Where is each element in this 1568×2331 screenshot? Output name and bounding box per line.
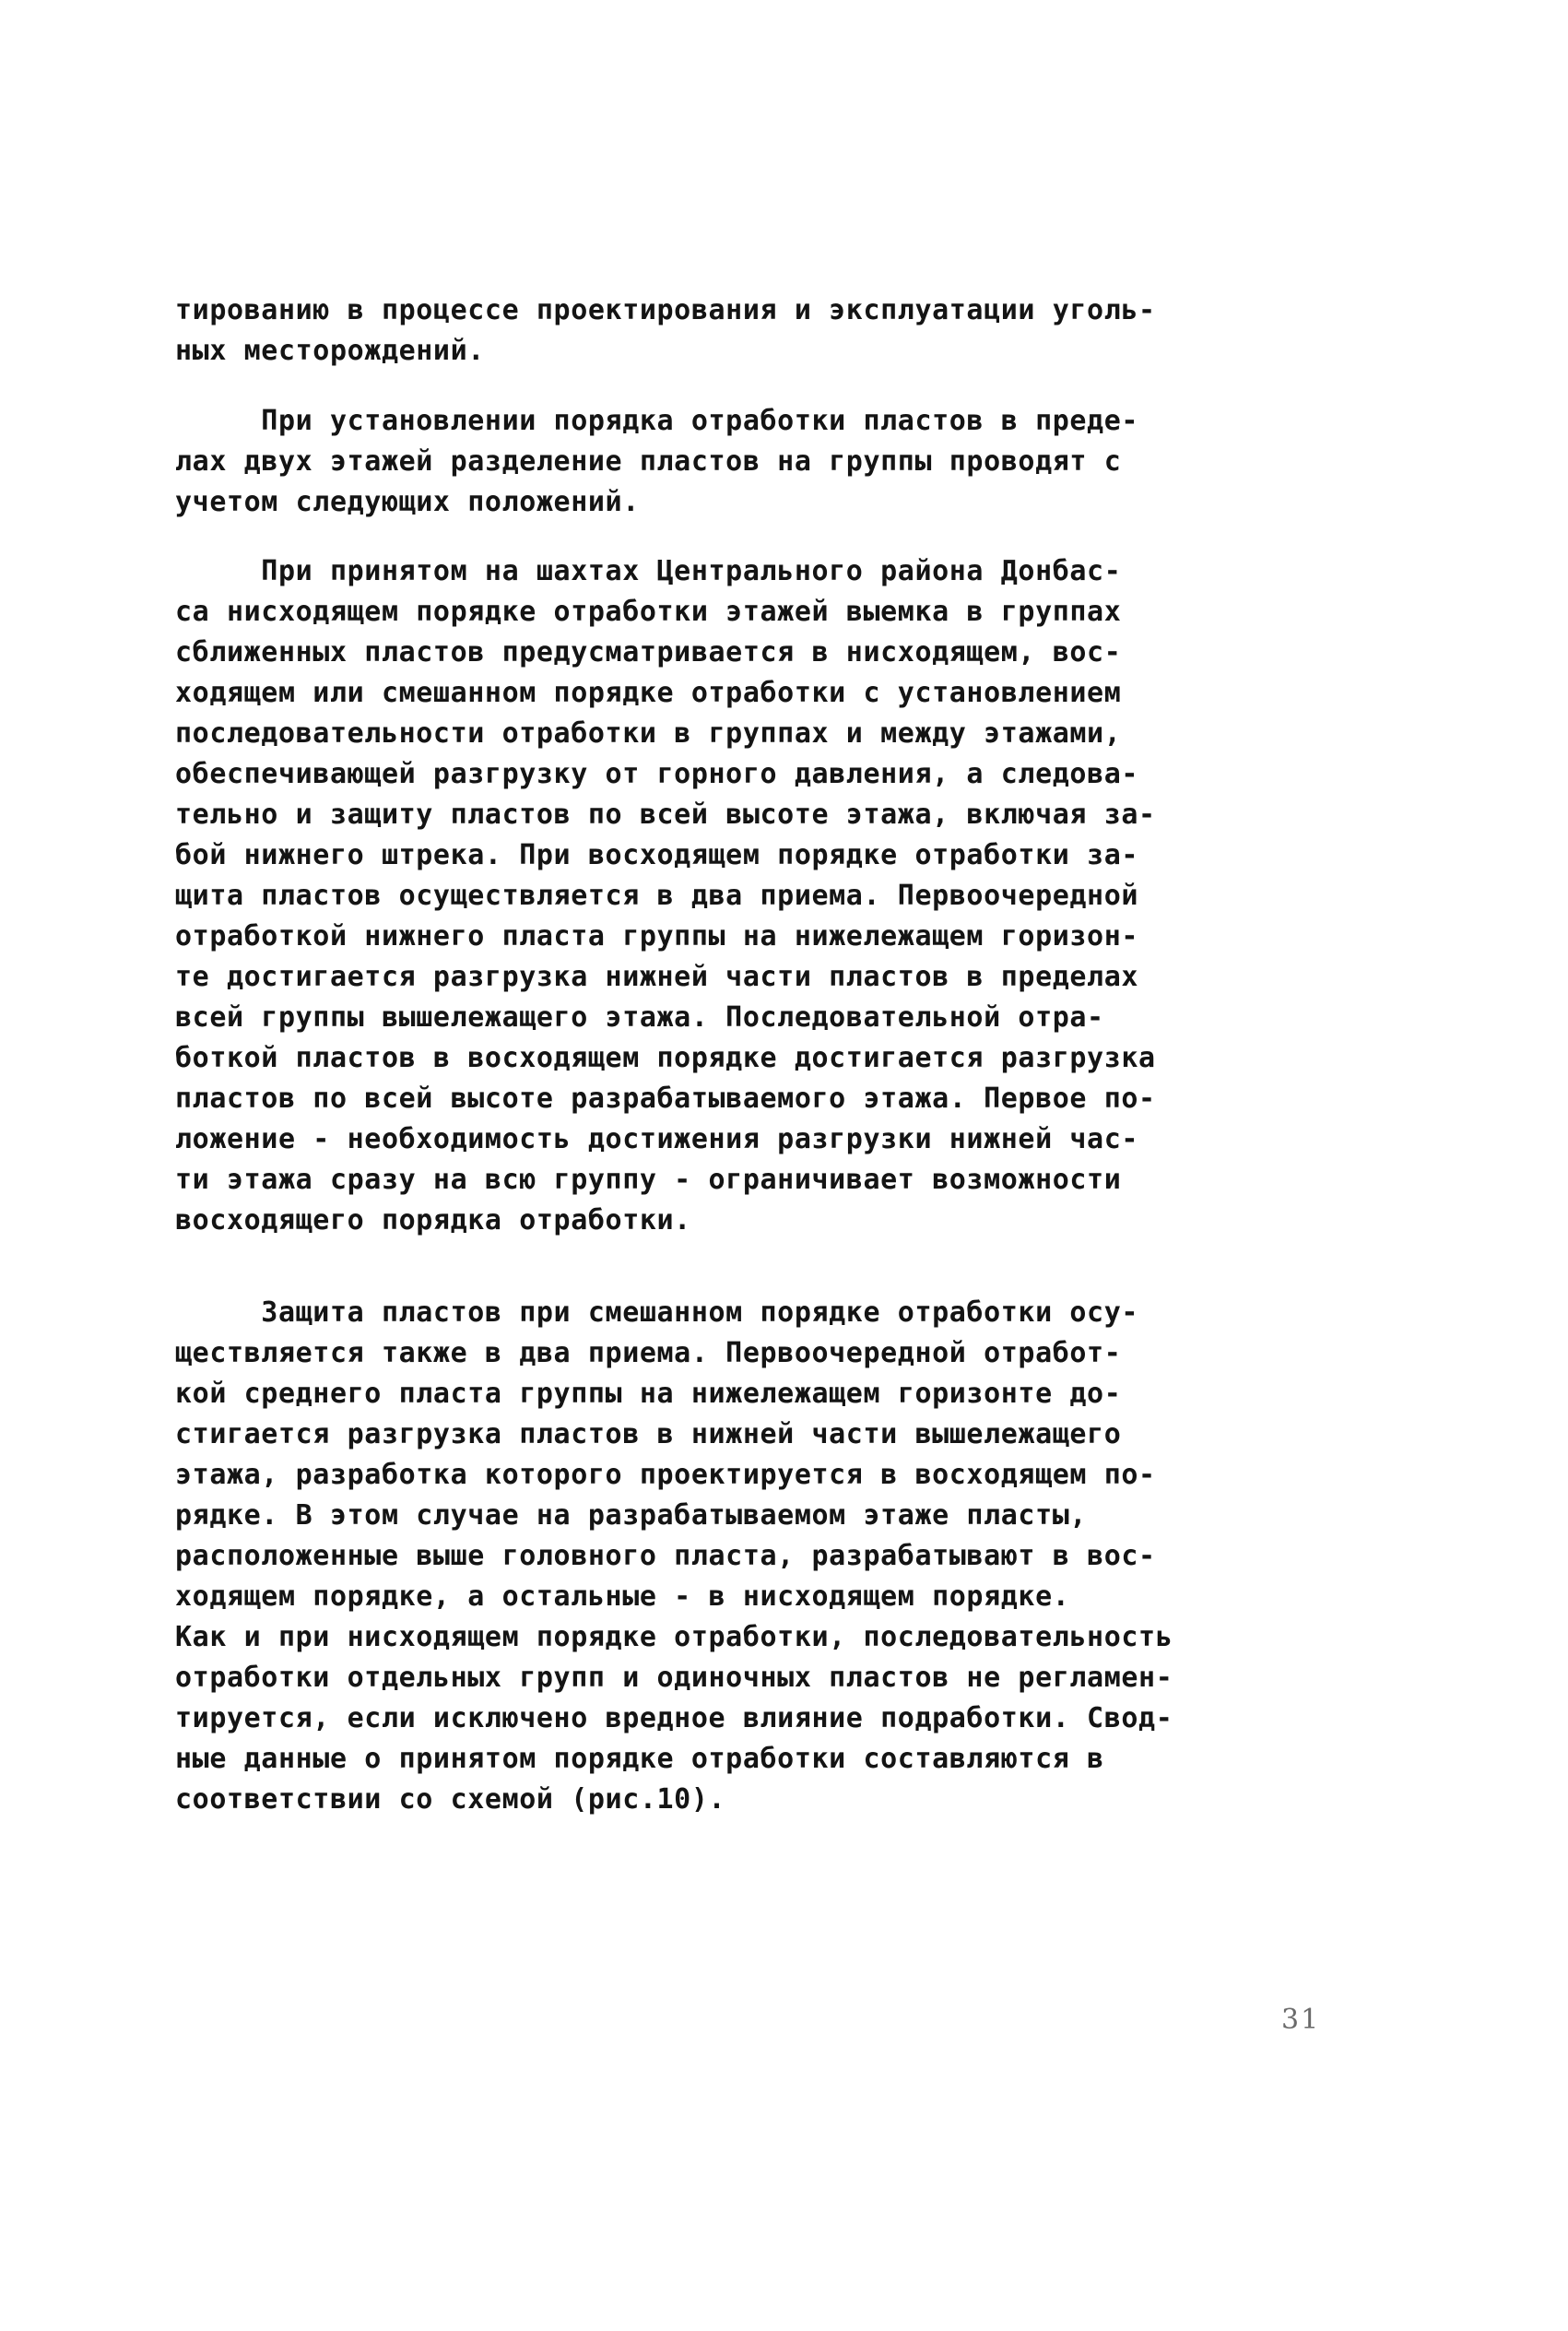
text-line: При установлении порядка отработки пластов в преде- bbox=[175, 405, 1139, 437]
text-line: учетом следующих положений. bbox=[175, 486, 640, 518]
text-line: ходящем или смешанном порядке отработки с установлением bbox=[175, 677, 1122, 709]
text-line: ных месторождений. bbox=[175, 335, 485, 367]
text-line: отработки отдельных групп и одиночных пластов не регламен- bbox=[175, 1662, 1173, 1694]
paragraph-seam-grouping bbox=[175, 401, 1447, 523]
text-line: сближенных пластов предусматривается в нисходящем, вос- bbox=[175, 636, 1122, 669]
text-line: обеспечивающей разгрузку от горного давления, а следова- bbox=[175, 758, 1139, 790]
text-line: Как и при нисходящем порядке отработки, последовательность bbox=[175, 1621, 1173, 1653]
text-line: последовательности отработки в группах и между этажами, bbox=[175, 717, 1122, 750]
text-line: Защита пластов при смешанном порядке отработки осу- bbox=[175, 1296, 1139, 1329]
paragraph-ascending-order bbox=[175, 551, 1447, 1241]
text-line: стигается разгрузка пластов в нижней части вышележащего bbox=[175, 1418, 1122, 1450]
text-line: отработкой нижнего пласта группы на нижележащем горизон- bbox=[175, 920, 1139, 953]
text-line: соответствии со схемой (рис.10). bbox=[175, 1783, 726, 1816]
paragraph-continuation bbox=[175, 290, 1447, 372]
text-line: рядке. В этом случае на разрабатываемом этаже пласты, bbox=[175, 1499, 1088, 1532]
text-line: са нисходящем порядке отработки этажей выемка в группах bbox=[175, 596, 1122, 628]
paragraph-mixed-order bbox=[175, 1293, 1447, 1820]
text-line: ществляется также в два приема. Первоочередной отработ- bbox=[175, 1337, 1122, 1369]
text-line: ти этажа сразу на всю группу - ограничивает возможности bbox=[175, 1164, 1122, 1196]
text-line: боткой пластов в восходящем порядке достигается разгрузка bbox=[175, 1042, 1156, 1074]
text-line: щита пластов осуществляется в два приема. Первоочередной bbox=[175, 880, 1139, 912]
text-line: ные данные о принятом порядке отработки составляются в bbox=[175, 1743, 1104, 1775]
text-line: расположенные выше головного пласта, разрабатывают в вос- bbox=[175, 1540, 1156, 1572]
text-line: тируется, если исключено вредное влияние подработки. Свод- bbox=[175, 1702, 1173, 1734]
text-line: тельно и защиту пластов по всей высоте этажа, включая за- bbox=[175, 799, 1156, 831]
text-line: При принятом на шахтах Центрального района Донбас- bbox=[175, 555, 1122, 587]
text-line: ложение - необходимость достижения разгрузки нижней час- bbox=[175, 1123, 1139, 1155]
page-number: 31 bbox=[1281, 2004, 1321, 2036]
text-line: ходящем порядке, а остальные - в нисходящем порядке. bbox=[175, 1580, 1070, 1613]
text-line: те достигается разгрузка нижней части пластов в пределах bbox=[175, 961, 1139, 993]
text-line: тированию в процессе проектирования и эксплуатации уголь- bbox=[175, 294, 1156, 326]
text-line: всей группы вышележащего этажа. Последовательной отра- bbox=[175, 1001, 1104, 1034]
text-line: бой нижнего штрека. При восходящем порядке отработки за- bbox=[175, 839, 1139, 871]
text-line: пластов по всей высоте разрабатываемого этажа. Первое по- bbox=[175, 1083, 1156, 1115]
text-line: восходящего порядка отработки. bbox=[175, 1204, 691, 1236]
text-line: кой среднего пласта группы на нижележащем горизонте до- bbox=[175, 1378, 1122, 1410]
text-line: лах двух этажей разделение пластов на группы проводят с bbox=[175, 445, 1122, 478]
text-line: этажа, разработка которого проектируется в восходящем по- bbox=[175, 1459, 1156, 1491]
